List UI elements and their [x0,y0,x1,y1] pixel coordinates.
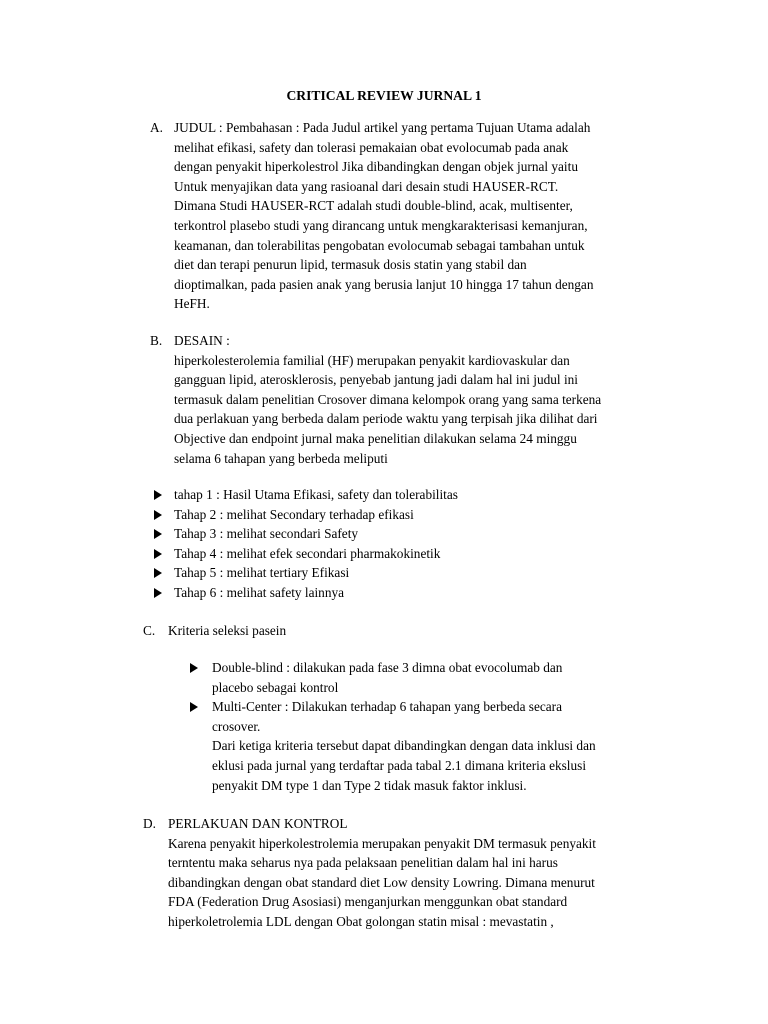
list-item: Tahap 3 : melihat secondari Safety [154,524,674,544]
section-c-heading: Kriteria seleksi pasein [168,623,287,638]
section-d-letter: D. [143,816,156,831]
list-item: Tahap 4 : melihat efek secondari pharmakokinetik [154,544,674,564]
list-item: Double-blind : dilakukan pada fase 3 dimna obat evocolumab dan placebo sebagai kontrol [190,658,675,697]
section-a-line: terkontrol plasebo studi yang dirancang untuk mengkarakterisasi kemanjuran, [174,217,588,233]
list-item: Tahap 5 : melihat tertiary Efikasi [154,563,674,583]
section-a-body [174,118,675,314]
list-item: Tahap 2 : melihat Secondary terhadap efikasi [154,505,674,525]
arrow-bullet-icon [154,568,162,578]
section-a [150,118,675,314]
criteria-note: Dari ketiga kriteria tersebut dapat dibandingkan dengan data inklusi dan eklusi pada jurnal yang terdaftar pada tabal 2.1 dimana kriteria ekslusi penyakit DM type 1 dan Type 2 tidak masuk faktor inklusi. [212,738,596,793]
section-a-line: melihat efikasi, safety dan tolerasi pemakaian obat evolocumab pada anak [174,139,569,155]
section-a-letter: A. [150,120,163,135]
arrow-bullet-icon [154,529,162,539]
section-a-line: JUDUL : Pembahasan : Pada Judul artikel yang pertama Tujuan Utama adalah [174,120,591,135]
section-b-line: Objective dan endpoint jurnal maka penelitian dilakukan selama 24 minggu [174,430,577,446]
stage-list [154,485,674,603]
section-d-line: Karena penyakit hiperkolestrolemia merupakan penyakit DM termasuk penyakit [168,835,596,851]
section-a-line: keamanan, dan tolerabilitas pengobatan evolocumab sebagai tambahan untuk [174,237,585,253]
section-a-line: dengan penyakit hiperkolestrol Jika dibandingkan dengan objek jurnal yaitu [174,159,578,175]
list-item: tahap 1 : Hasil Utama Efikasi, safety dan tolerabilitas [154,485,674,505]
section-b-letter: B. [150,333,163,348]
section-d-body [168,834,675,932]
section-b-line: hiperkolesterolemia familial (HF) merupakan penyakit kardiovaskular dan [174,352,570,368]
arrow-bullet-icon [154,549,162,559]
section-c-heading-row [143,621,286,641]
section-a-line: diet dan terapi penurun lipid, termasuk dosis statin yang stabil dan [174,257,527,273]
section-a-line: dioptimalkan, pada pasien anak yang berusia lanjut 10 hingga 17 tahun dengan [174,276,594,292]
section-d-line: terntentu maka seharus nya pada pelaksaan penelitian dalam hal ini harus [168,855,558,871]
document-title: CRITICAL REVIEW JURNAL 1 [286,88,482,103]
arrow-bullet-icon [154,490,162,500]
list-item: Tahap 6 : melihat safety lainnya [154,583,674,603]
section-d-line: dibandingkan dengan obat standard diet Low density Lowring. Dimana menurut [168,874,595,890]
section-a-line: HeFH. [174,296,210,312]
section-d-line: FDA (Federation Drug Asosiasi) menganjurkan menggunkan obat standard [168,894,568,910]
arrow-bullet-icon [190,702,198,712]
section-b-body [174,351,675,469]
section-b [150,331,675,468]
section-d [143,814,675,932]
arrow-bullet-icon [190,663,198,673]
section-b-heading: DESAIN : [174,333,230,348]
section-d-line: hiperkoletrolemia LDL dengan Obat golongan statin misal : mevastatin , [168,913,554,929]
section-d-heading: PERLAKUAN DAN KONTROL [168,816,348,831]
section-a-line: Untuk menyajikan data yang rasioanal dari desain studi HAUSER-RCT. [174,178,559,194]
section-c-letter: C. [143,623,156,638]
section-a-line: Dimana Studi HAUSER-RCT adalah studi double-blind, acak, multisenter, [174,198,573,214]
section-b-line: selama 6 tahapan yang berbeda meliputi [174,450,388,466]
list-item: Multi-Center : Dilakukan terhadap 6 tahapan yang berbeda secara crosover. [190,697,675,736]
section-b-line: dua perlakuan yang berbeda dalam periode waktu yang terpisah jika dilihat dari [174,411,598,427]
criteria-list [190,658,675,795]
arrow-bullet-icon [154,510,162,520]
section-b-line: gangguan lipid, aterosklerosis, penyebab jantung jadi dalam hal ini judul ini [174,372,578,388]
section-b-line: termasuk dalam penelitian Crosover dimana kelompok orang yang sama terkena [174,391,602,407]
arrow-bullet-icon [154,588,162,598]
